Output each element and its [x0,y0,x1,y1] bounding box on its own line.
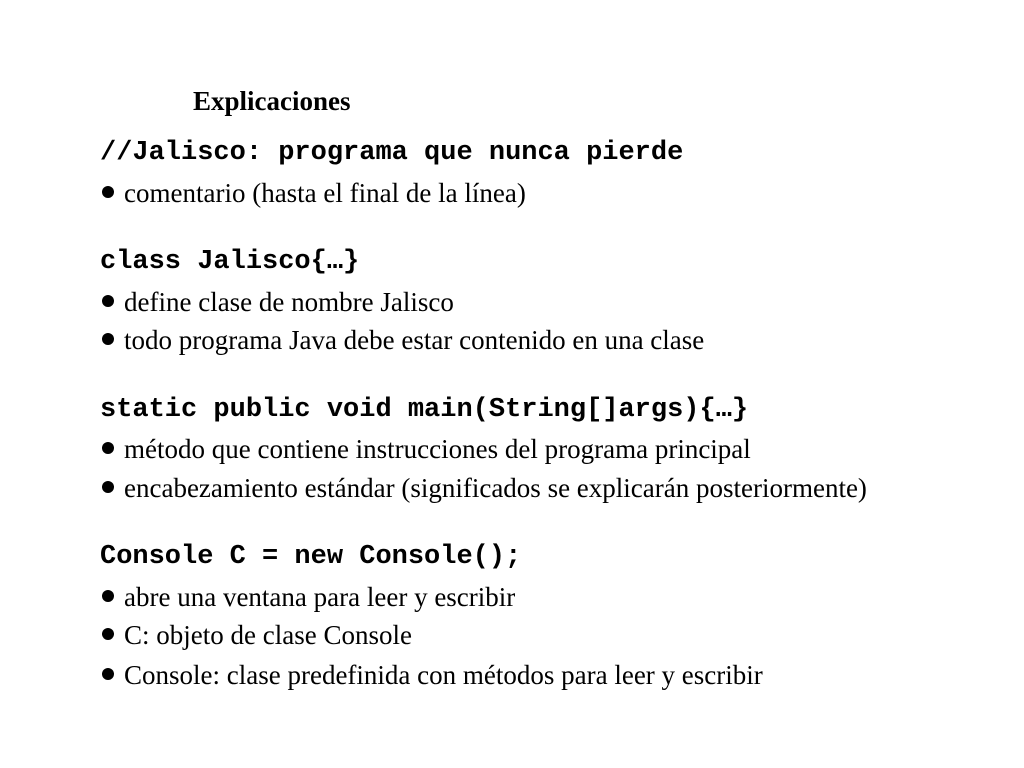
bullet-item [100,580,515,614]
bullet-icon [100,658,124,692]
bullet-icon [100,618,124,652]
code-line-main: static public void main(String[]args){…} [100,395,749,425]
bullet-icon [100,285,124,319]
bullet-text: todo programa Java debe estar contenido en una clase [124,325,705,355]
bullet-text: encabezamiento estándar (significados se explicarán posteriormente) [124,473,867,503]
bullet-text: método que contiene instrucciones del programa principal [124,434,751,464]
bullet-item [100,618,412,652]
code-line-console: Console C = new Console(); [100,542,522,572]
bullet-text: Console: clase predefinida con métodos para leer y escribir [124,660,763,690]
bullet-item [100,176,526,210]
bullet-text: abre una ventana para leer y escribir [124,582,516,612]
bullet-item [100,323,704,357]
bullet-icon [100,471,124,505]
code-line-comment: //Jalisco: programa que nunca pierde [100,138,684,168]
bullet-item [100,432,751,466]
bullet-item [100,285,454,319]
bullet-item [100,471,867,505]
bullet-icon [100,432,124,466]
bullet-text: comentario (hasta el final de la línea) [124,178,526,208]
slide-title: Explicaciones [193,86,351,116]
code-line-class: class Jalisco{…} [100,247,360,277]
bullet-icon [100,176,124,210]
bullet-icon [100,580,124,614]
bullet-text: define clase de nombre Jalisco [124,287,454,317]
bullet-item [100,658,763,692]
bullet-text: C: objeto de clase Console [124,620,412,650]
bullet-icon [100,323,124,357]
